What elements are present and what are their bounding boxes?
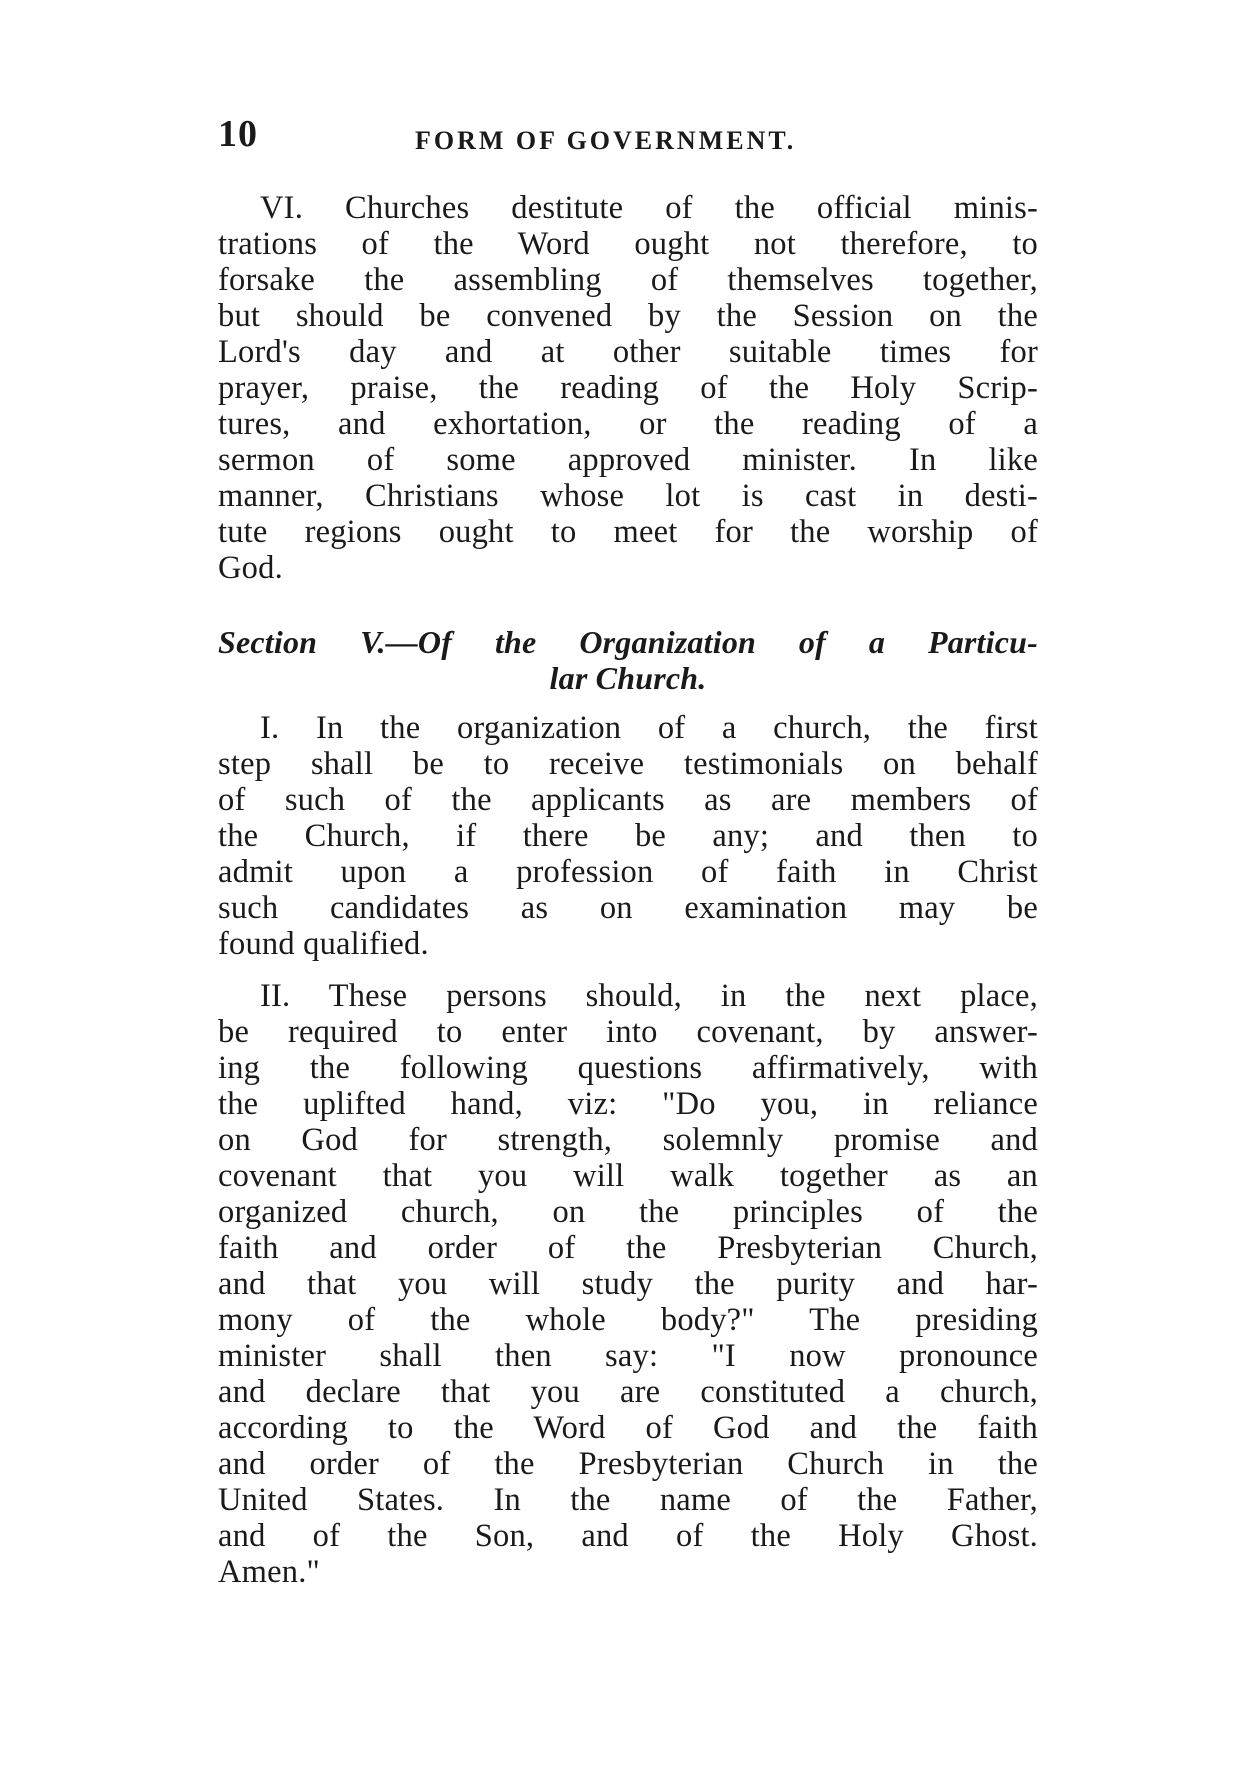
section-heading-line: Section V.—Of the Organization of a Particu- bbox=[218, 624, 1038, 660]
text-line: minister shall then say: "I now pronounce bbox=[218, 1338, 1038, 1374]
text-line: admit upon a profession of faith in Christ bbox=[218, 854, 1038, 890]
text-line: faith and order of the Presbyterian Church, bbox=[218, 1230, 1038, 1266]
text-line: according to the Word of God and the faith bbox=[218, 1410, 1038, 1446]
text-line: organized church, on the principles of the bbox=[218, 1194, 1038, 1230]
text-line: I. In the organization of a church, the first bbox=[260, 710, 1038, 746]
text-line: but should be convened by the Session on the bbox=[218, 298, 1038, 334]
text-line: and order of the Presbyterian Church in the bbox=[218, 1446, 1038, 1482]
text-line: VI. Churches destitute of the official minis- bbox=[260, 190, 1038, 226]
text-line: on God for strength, solemnly promise and bbox=[218, 1122, 1038, 1158]
text-line: prayer, praise, the reading of the Holy Scrip- bbox=[218, 370, 1038, 406]
text-line: be required to enter into covenant, by answer- bbox=[218, 1014, 1038, 1050]
text-line: ing the following questions affirmatively, with bbox=[218, 1050, 1038, 1086]
page-header bbox=[218, 112, 1038, 162]
paragraph-vi bbox=[218, 190, 1038, 586]
text-line: step shall be to receive testimonials on behalf bbox=[218, 746, 1038, 782]
text-line: Amen." bbox=[218, 1554, 321, 1590]
text-line: and that you will study the purity and har- bbox=[218, 1266, 1038, 1302]
text-line: manner, Christians whose lot is cast in desti- bbox=[218, 478, 1038, 514]
page-number: 10 bbox=[218, 113, 258, 155]
text-line: sermon of some approved minister. In like bbox=[218, 442, 1038, 478]
paragraph-ii bbox=[218, 978, 1038, 1590]
running-head: FORM OF GOVERNMENT. bbox=[415, 126, 797, 155]
text-line: covenant that you will walk together as an bbox=[218, 1158, 1038, 1194]
text-line: God. bbox=[218, 550, 283, 586]
text-line: II. These persons should, in the next place, bbox=[260, 978, 1038, 1014]
text-line: found qualified. bbox=[218, 926, 429, 962]
text-line: the uplifted hand, viz: "Do you, in reliance bbox=[218, 1086, 1038, 1122]
text-line: forsake the assembling of themselves together, bbox=[218, 262, 1038, 298]
text-line: of such of the applicants as are members of bbox=[218, 782, 1038, 818]
text-line: tures, and exhortation, or the reading of a bbox=[218, 406, 1038, 442]
text-line: Lord's day and at other suitable times for bbox=[218, 334, 1038, 370]
text-line: and declare that you are constituted a church, bbox=[218, 1374, 1038, 1410]
text-line: and of the Son, and of the Holy Ghost. bbox=[218, 1518, 1038, 1554]
paragraph-i bbox=[218, 710, 1038, 962]
section-heading-line: lar Church. bbox=[549, 660, 707, 696]
text-line: United States. In the name of the Father, bbox=[218, 1482, 1038, 1518]
text-line: such candidates as on examination may be bbox=[218, 890, 1038, 926]
text-line: mony of the whole body?" The presiding bbox=[218, 1302, 1038, 1338]
section-heading bbox=[218, 624, 1038, 696]
text-line: the Church, if there be any; and then to bbox=[218, 818, 1038, 854]
text-line: trations of the Word ought not therefore, to bbox=[218, 226, 1038, 262]
text-line: tute regions ought to meet for the worship of bbox=[218, 514, 1038, 550]
